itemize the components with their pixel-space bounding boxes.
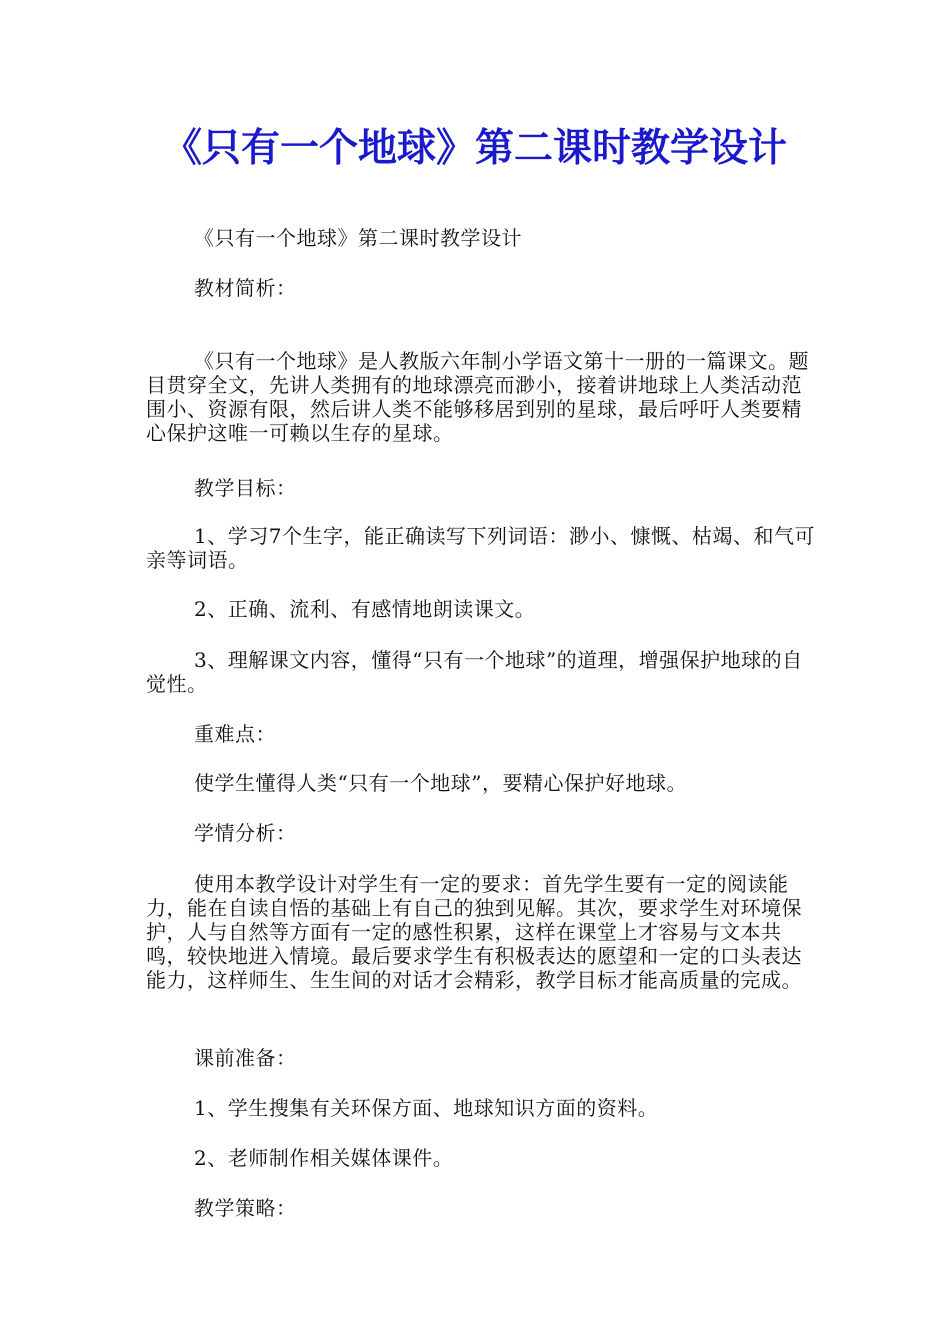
goal-item-2: 2、正确、流利、有感情地朗读课文。 xyxy=(194,597,536,621)
strategy-heading: 教学策略： xyxy=(194,1196,297,1220)
analysis-paragraph: 使用本教学设计对学生有一定的要求：首先学生要有一定的阅读能力，能在自读自悟的基础上有自己的独到见解。其次，要求学生对环境保护，人与自然等方面有一定的感性积累，这样在课堂上才容易与文本共鸣，较快地进入情境。最后要求学生有积极表达的愿望和一定的口头表达能力，这样师生、生生间的对话才会精彩，教学目标才能高质量的完成。 xyxy=(146,872,802,992)
document-title: 《只有一个地球》第二课时教学设计 xyxy=(162,126,787,171)
prep-item-2: 2、老师制作相关媒体课件。 xyxy=(194,1146,454,1170)
key-points-heading: 重难点： xyxy=(194,722,276,746)
goal-item-3: 3、理解课文内容，懂得“只有一个地球”的道理，增强保护地球的自觉性。 xyxy=(146,648,803,696)
materials-paragraph: 《只有一个地球》是人教版六年制小学语文第十一册的一篇课文。题目贯穿全文，先讲人类拥有的地球漂亮而渺小，接着讲地球上人类活动范围小、资源有限，然后讲人类不能够移居到别的星球，最后呼吁人类要精心保护这唯一可赖以生存的星球。 xyxy=(146,349,809,445)
document-subtitle: 《只有一个地球》第二课时教学设计 xyxy=(194,226,522,250)
prep-item-1: 1、学生搜集有关环保方面、地球知识方面的资料。 xyxy=(194,1096,659,1120)
goals-heading: 教学目标： xyxy=(194,476,297,500)
goal-item-1: 1、学习7个生字，能正确读写下列词语：渺小、慷慨、枯竭、和气可亲等词语。 xyxy=(146,524,815,572)
prep-heading: 课前准备： xyxy=(194,1046,297,1070)
key-points-text: 使学生懂得人类“只有一个地球”，要精心保护好地球。 xyxy=(194,771,687,795)
analysis-heading: 学情分析： xyxy=(194,821,297,845)
materials-heading: 教材简析： xyxy=(194,276,297,300)
